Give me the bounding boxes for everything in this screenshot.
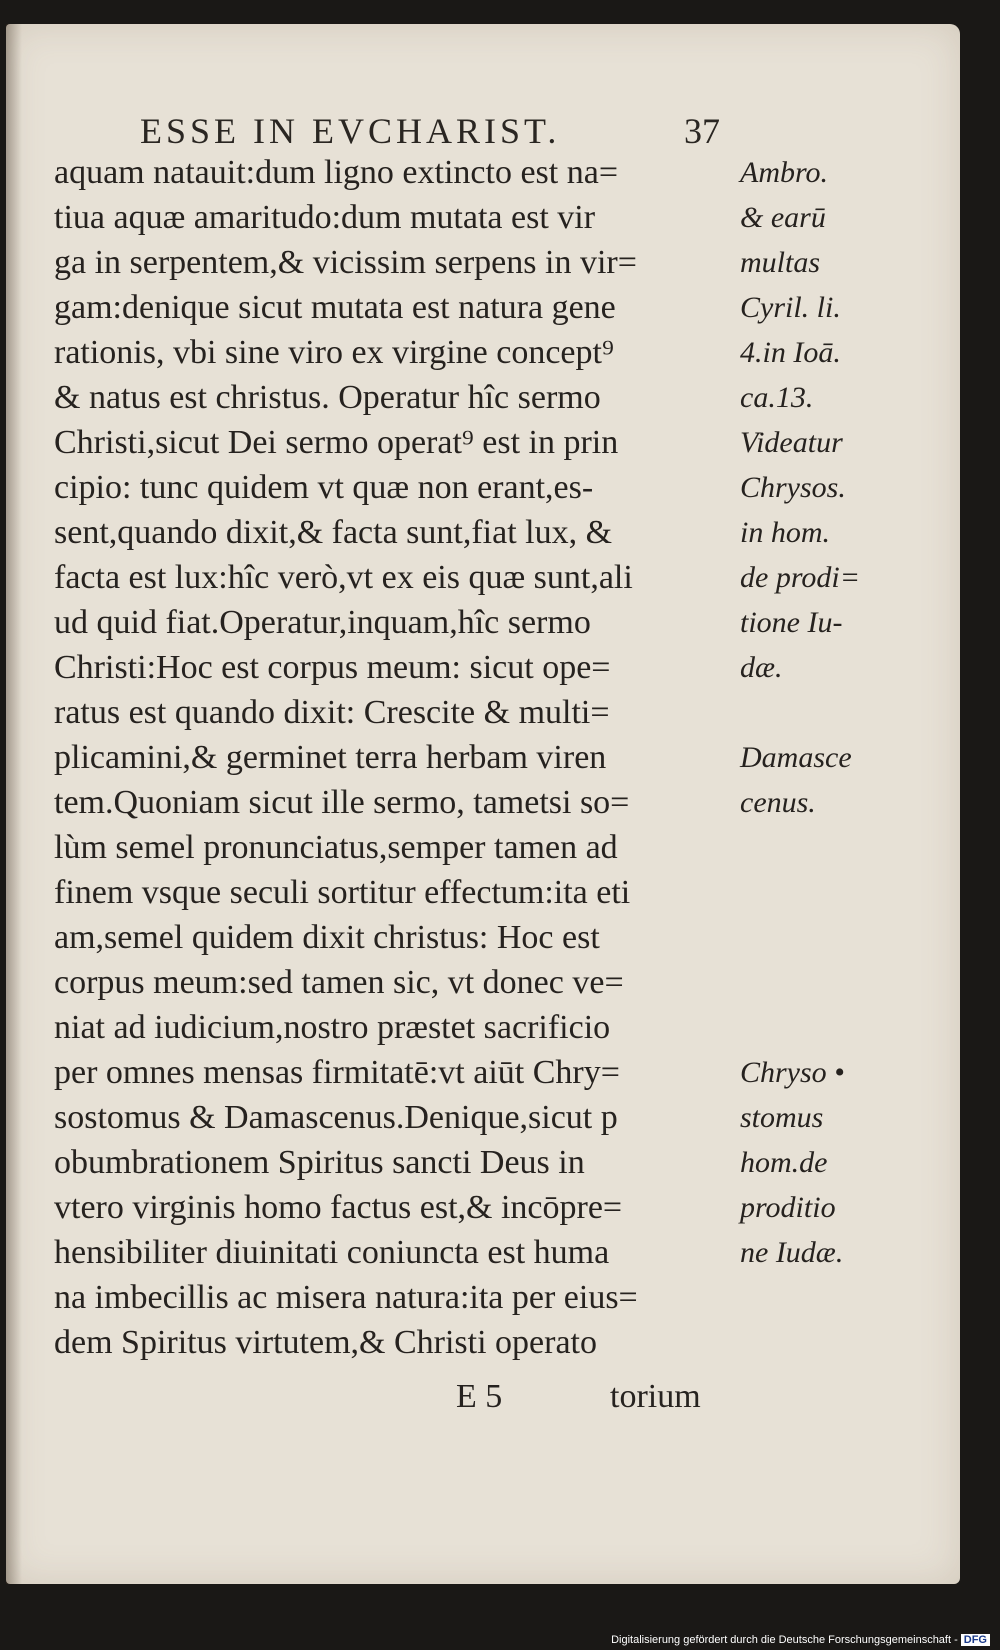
margin-note: & earū <box>740 201 826 234</box>
spine-shadow <box>6 24 22 1584</box>
body-text <box>54 150 754 1365</box>
text-line: ratus est quando dixit: Crescite & multi= <box>54 694 610 731</box>
margin-note: stomus <box>740 1101 824 1134</box>
text-line: hensibiliter diuinitati coniuncta est huma <box>54 1234 610 1271</box>
running-header: ESSE IN EVCHARIST. <box>140 111 561 151</box>
text-line: Christi,sicut Dei sermo operat⁹ est in prin <box>54 424 619 461</box>
text-line: sent,quando dixit,& facta sunt,fiat lux, & <box>54 514 613 551</box>
text-line: vtero virginis homo factus est,& incōpre= <box>54 1189 623 1226</box>
credit-text: Digitalisierung gefördert durch die Deutsche Forschungsgemeinschaft - <box>611 1634 958 1646</box>
margin-note: Chrysos. <box>740 471 846 504</box>
margin-note: Chryso • <box>740 1056 845 1089</box>
margin-note: proditio <box>740 1191 836 1224</box>
margin-note: de prodi= <box>740 561 860 594</box>
text-line: aquam natauit:dum ligno extincto est na= <box>54 154 618 191</box>
margin-note: ca.13. <box>740 381 814 414</box>
text-line: obumbrationem Spiritus sancti Deus in <box>54 1144 585 1181</box>
catchword: torium <box>610 1378 701 1415</box>
text-line: corpus meum:sed tamen sic, vt donec ve= <box>54 964 624 1001</box>
text-line: per omnes mensas firmitatē:vt aiūt Chry= <box>54 1054 620 1091</box>
margin-note: cenus. <box>740 786 816 819</box>
margin-note: Videatur <box>740 426 843 459</box>
text-line: am,semel quidem dixit christus: Hoc est <box>54 919 600 956</box>
text-line: cipio: tunc quidem vt quæ non erant,es- <box>54 469 594 506</box>
margin-note: Cyril. li. <box>740 291 841 324</box>
margin-note: ne Iudæ. <box>740 1236 844 1269</box>
text-line: dem Spiritus virtutem,& Christi operato <box>54 1324 598 1361</box>
margin-note: multas <box>740 246 821 279</box>
text-line: tiua aquæ amaritudo:dum mutata est vir <box>54 199 596 236</box>
text-line: gam:denique sicut mutata est natura gene <box>54 289 616 326</box>
digitization-credit <box>611 1634 990 1646</box>
text-line: plicamini,& germinet terra herbam viren <box>54 739 607 776</box>
signature-mark: E 5 <box>456 1378 503 1415</box>
text-line: niat ad iudicium,nostro præstet sacrificio <box>54 1009 611 1046</box>
text-line: lùm semel pronunciatus,semper tamen ad <box>54 829 618 866</box>
text-line: facta est lux:hîc verò,vt ex eis quæ sunt,ali <box>54 559 633 596</box>
text-line: na imbecillis ac misera natura:ita per eius= <box>54 1279 638 1316</box>
margin-note: Ambro. <box>740 156 829 189</box>
dfg-logo: DFG <box>961 1634 990 1646</box>
text-line: tem.Quoniam sicut ille sermo, tametsi so= <box>54 784 630 821</box>
margin-note: dæ. <box>740 651 783 684</box>
text-line: ga in serpentem,& vicissim serpens in vir= <box>54 244 637 281</box>
text-line: & natus est christus. Operatur hîc sermo <box>54 379 601 416</box>
margin-note: 4.in Ioā. <box>740 336 841 369</box>
margin-note: hom.de <box>740 1146 828 1179</box>
margin-note: in hom. <box>740 516 830 549</box>
text-line: Christi:Hoc est corpus meum: sicut ope= <box>54 649 611 686</box>
margin-note: tione Iu- <box>740 606 843 639</box>
text-line: rationis, vbi sine viro ex virgine concept⁹ <box>54 334 614 371</box>
text-line: finem vsque seculi sortitur effectum:ita eti <box>54 874 631 911</box>
page-number: 37 <box>684 111 720 151</box>
text-line: ud quid fiat.Operatur,inquam,hîc sermo <box>54 604 591 641</box>
text-line: sostomus & Damascenus.Denique,sicut p <box>54 1099 618 1136</box>
margin-note: Damasce <box>740 741 852 774</box>
